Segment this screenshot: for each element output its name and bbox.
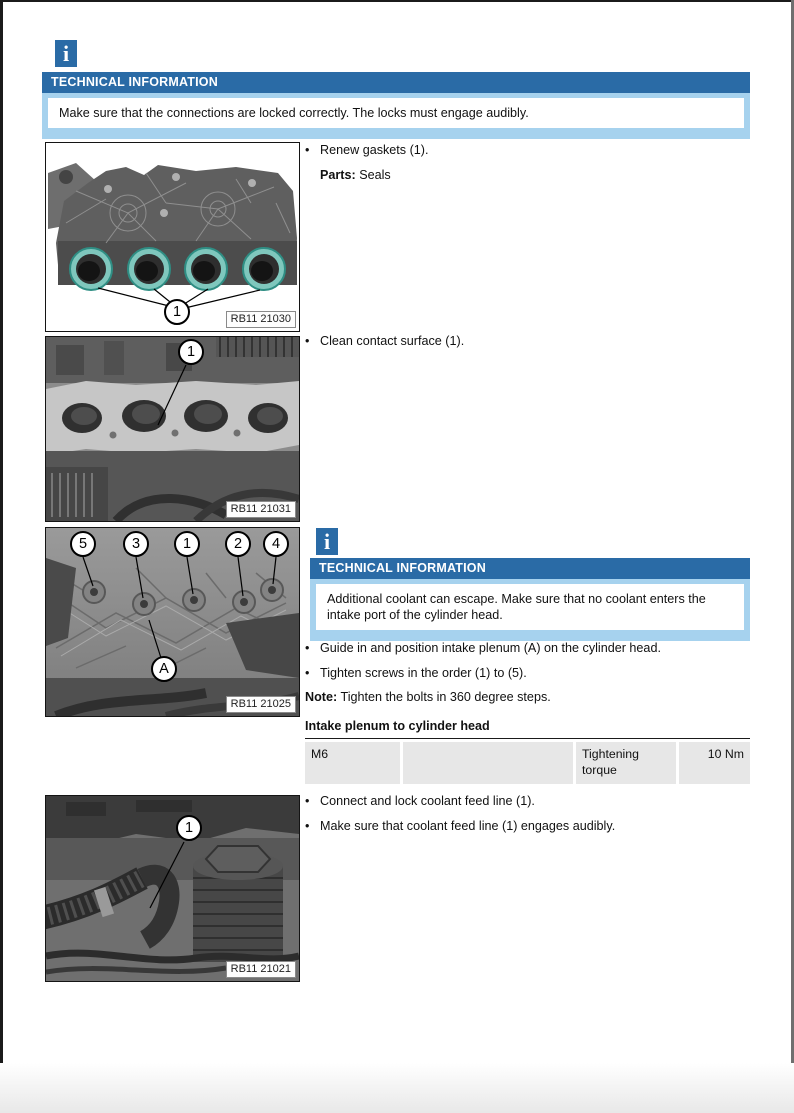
page-bottom-shade xyxy=(0,1063,794,1113)
bullet-item xyxy=(305,334,761,350)
spacer-cell xyxy=(403,742,573,784)
bullet-marker xyxy=(305,819,320,835)
torque-table-row xyxy=(305,742,750,784)
bullet-marker xyxy=(305,794,320,810)
page-left-border xyxy=(0,0,3,1113)
figure-label: RB11 21030 xyxy=(226,311,296,328)
callout-1: 1 xyxy=(164,299,190,325)
coolant-line-photo xyxy=(46,796,299,981)
technical-information-note xyxy=(42,93,750,139)
figure-label: RB11 21025 xyxy=(226,696,296,713)
figure-bolt-order xyxy=(45,527,300,717)
callout-1: 1 xyxy=(176,815,202,841)
torque-table-title: Intake plenum to cylinder head xyxy=(305,719,750,739)
torque-value-cell: 10 Nm xyxy=(679,742,750,784)
figure-label: RB11 21021 xyxy=(226,961,296,978)
bullet-text: Make sure that coolant feed line (1) engages audibly. xyxy=(320,818,616,833)
bullet-marker xyxy=(305,334,320,350)
note-text: Additional coolant can escape. Make sure that no coolant enters the intake port of the cylinder head. xyxy=(316,584,744,630)
callout-2: 2 xyxy=(225,531,251,557)
bullet-item xyxy=(305,819,761,835)
bullet-item xyxy=(305,666,761,682)
info-icon: i xyxy=(316,528,338,555)
figure-coolant-feed-line xyxy=(45,795,300,982)
note-line xyxy=(305,690,761,706)
parts-line xyxy=(320,168,761,184)
bullet-marker xyxy=(305,666,320,682)
note-text: Tighten the bolts in 360 degree steps. xyxy=(340,690,551,705)
bullet-text: Connect and lock coolant feed line (1). xyxy=(320,794,535,808)
note-text: Make sure that the connections are locked correctly. The locks must engage audibly. xyxy=(48,98,744,128)
info-icon: i xyxy=(55,40,77,67)
technical-information-note xyxy=(310,579,750,641)
section-clean-surface xyxy=(305,334,761,359)
bullet-item xyxy=(305,143,761,159)
callout-5: 5 xyxy=(70,531,96,557)
bullet-marker xyxy=(305,641,320,657)
bullet-text: Renew gaskets (1). xyxy=(320,143,429,157)
bullet-text: Guide in and position intake plenum (A) on the cylinder head. xyxy=(320,641,661,655)
figure-intake-manifold xyxy=(45,142,300,332)
callout-4: 4 xyxy=(263,531,289,557)
bullet-item xyxy=(305,641,761,657)
bullet-marker xyxy=(305,143,320,159)
torque-name-cell: Tightening torque xyxy=(576,742,676,784)
bolt-size-cell: M6 xyxy=(305,742,400,784)
bullet-item xyxy=(305,794,761,810)
technical-information-header: TECHNICAL INFORMATION xyxy=(310,558,750,579)
section-install-plenum xyxy=(305,641,761,706)
figure-contact-surface xyxy=(45,336,300,522)
callout-a: A xyxy=(151,656,177,682)
bullet-text: Tighten screws in the order (1) to (5). xyxy=(320,665,527,680)
torque-table xyxy=(305,719,750,784)
technical-information-header: TECHNICAL INFORMATION xyxy=(42,72,750,93)
contact-surface-photo xyxy=(46,337,299,521)
section-coolant-line xyxy=(305,794,761,843)
bullet-text: Clean contact surface (1). xyxy=(320,334,465,348)
callout-1: 1 xyxy=(174,531,200,557)
oil-filter-housing xyxy=(193,846,283,962)
callout-3: 3 xyxy=(123,531,149,557)
callout-1: 1 xyxy=(178,339,204,365)
figure-label: RB11 21031 xyxy=(226,501,296,518)
parts-value: Seals xyxy=(359,167,391,182)
section-renew-gaskets xyxy=(305,143,761,183)
parts-label: Parts: xyxy=(320,167,356,182)
note-label: Note: xyxy=(305,690,338,705)
page-top-border xyxy=(0,0,794,2)
